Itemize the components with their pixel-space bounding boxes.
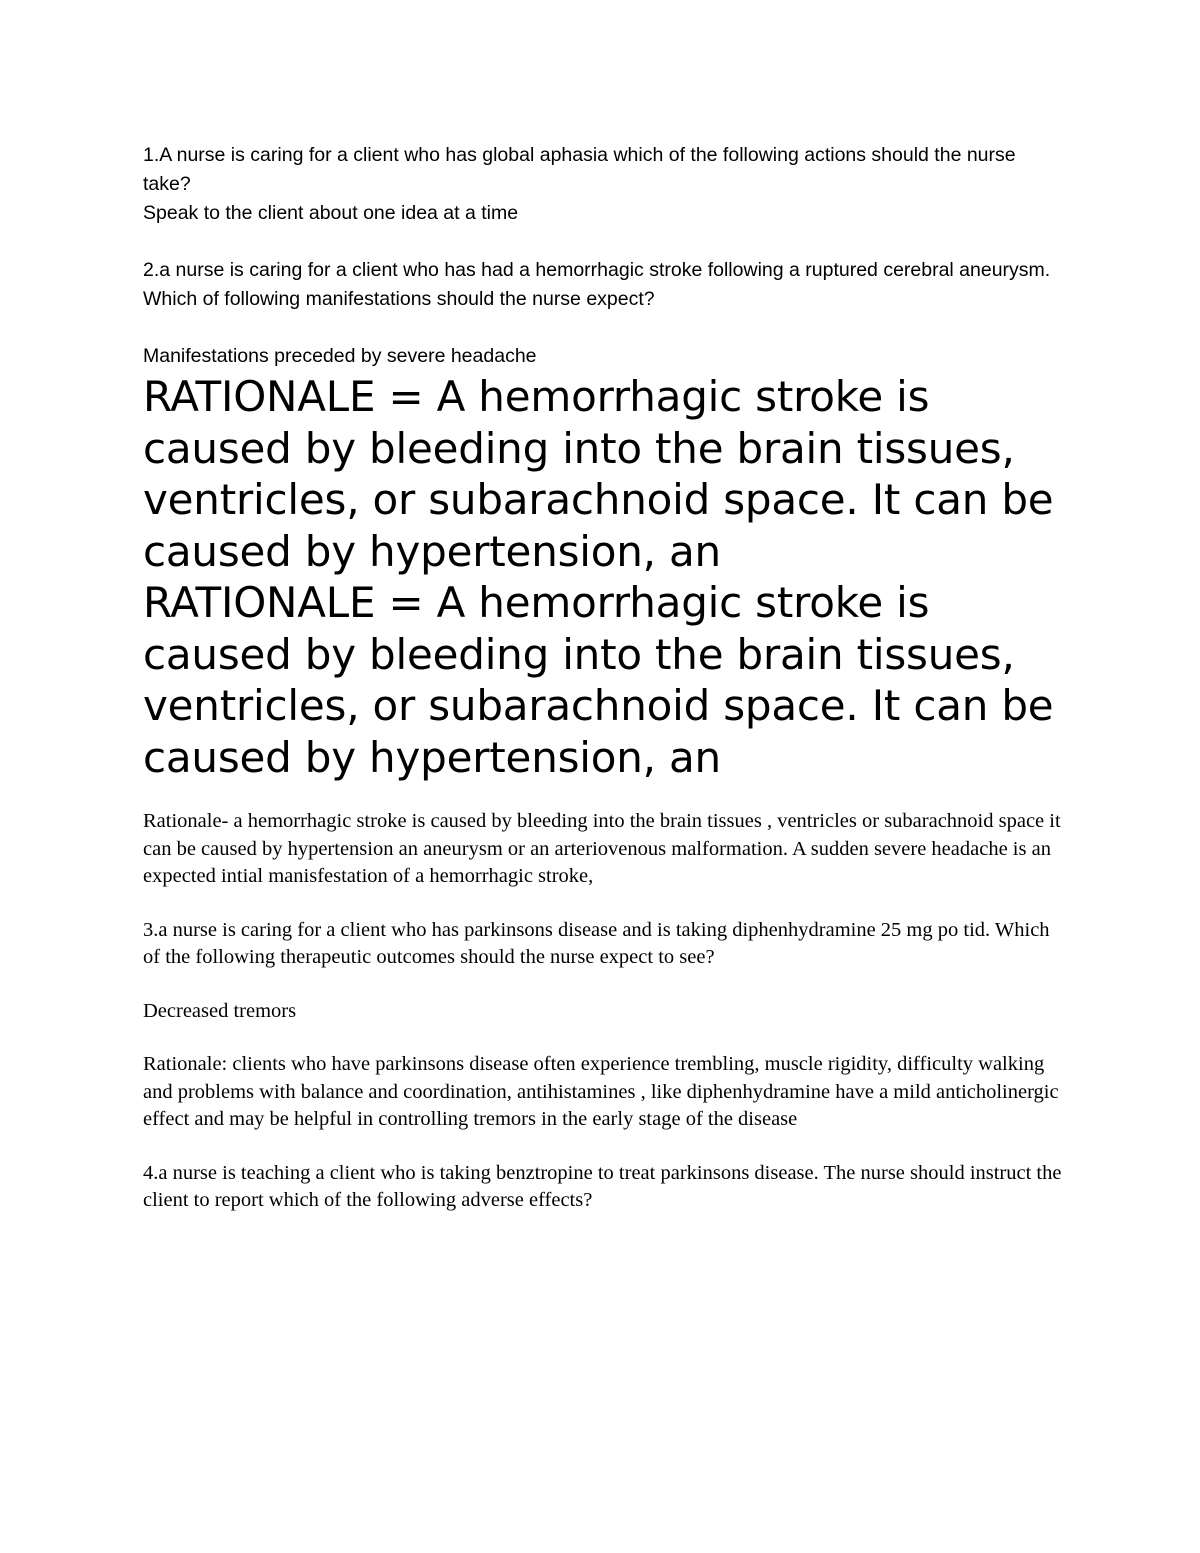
spacer	[143, 891, 1068, 917]
spacer	[143, 1025, 1068, 1051]
spacer	[143, 228, 1068, 256]
question-1: 1.A nurse is caring for a client who has global aphasia which of the following actions should the nurse take?	[143, 144, 1016, 195]
answer-1: Speak to the client about one idea at a time	[143, 202, 519, 224]
answer-2: Manifestations preceded by severe headache	[143, 345, 537, 367]
large-rationale-2: RATIONALE = A hemorrhagic stroke is caused by bleeding into the brain tissues, ventricles, or subarachnoid space. It can be caused by hypertension, an	[143, 578, 1054, 782]
spacer	[143, 972, 1068, 998]
document-page	[143, 141, 1068, 1215]
answer-3: Decreased tremors	[143, 999, 297, 1022]
large-rationale-1: RATIONALE = A hemorrhagic stroke is caused by bleeding into the brain tissues, ventricles, or subarachnoid space. It can be caused by hypertension, an	[143, 372, 1054, 576]
spacer	[143, 1134, 1068, 1160]
spacer	[143, 783, 1068, 808]
question-3: 3.a nurse is caring for a client who has parkinsons disease and is taking diphenhydramine 25 mg po tid. Which of the following therapeutic outcomes should the nurse expect to see?	[143, 918, 1050, 968]
question-4: 4.a nurse is teaching a client who is taking benztropine to treat parkinsons disease. The nurse should instruct the client to report which of the following adverse effects?	[143, 1161, 1062, 1211]
spacer	[143, 314, 1068, 342]
rationale-2: Rationale- a hemorrhagic stroke is caused by bleeding into the brain tissues , ventricles or subarachnoid space it can be caused by hypertension an aneurysm or an arteriovenous malformation. A sudden severe headache is an expected intial manisfestation of a hemorrhagic stroke,	[143, 810, 1061, 887]
question-2: 2.a nurse is caring for a client who has had a hemorrhagic stroke following a ruptured cerebral aneurysm. Which of following manifestations should the nurse expect?	[143, 259, 1051, 310]
rationale-3: Rationale: clients who have parkinsons disease often experience trembling, muscle rigidity, difficulty walking and problems with balance and coordination, antihistamines , like diphenhydramine have a mild anticholinergic effect and may be helpful in controlling tremors in the early stage of the disease	[143, 1053, 1059, 1130]
